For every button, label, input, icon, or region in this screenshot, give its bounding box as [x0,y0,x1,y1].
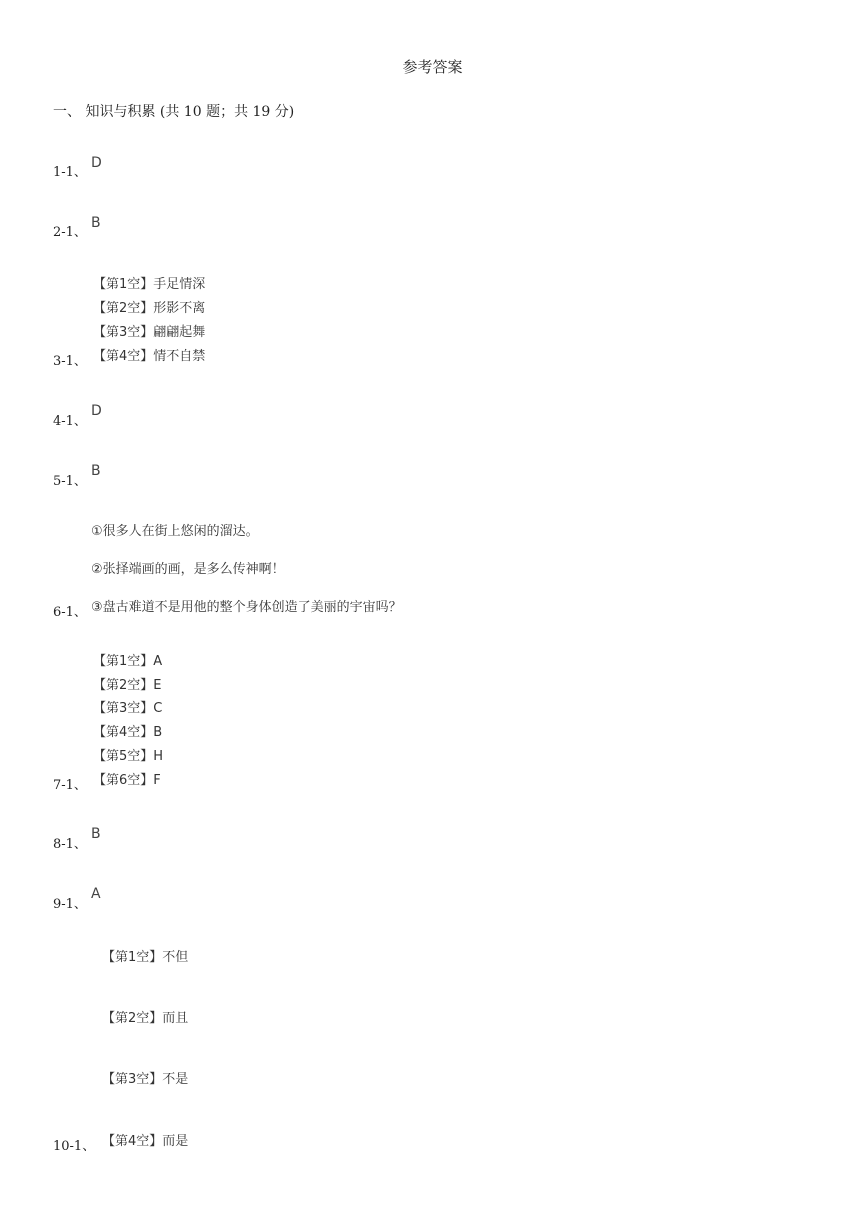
answer-line: 【第6空】F [93,773,161,788]
page-title: 参考答案 [402,58,463,76]
answer: D [91,403,102,419]
answer-line: 【第3空】C [93,701,163,716]
answer-line: ②张择端画的画，是多么传神啊！ [91,562,285,577]
answer-line: 【第4空】情不自禁 [93,349,206,364]
answer-line: 【第4空】B [93,725,163,740]
section-heading: 一、 知识与积累 (共 10 题；共 19 分) [53,104,295,120]
answer: A [91,886,101,902]
answer-line: 【第1空】A [93,654,163,669]
question-number: 1-1、 [53,165,87,180]
question-number: 2-1、 [53,225,87,240]
question-number: 10-1、 [53,1139,96,1154]
answer: B [91,463,101,479]
answer-line: ③盘古难道不是用他的整个身体创造了美丽的宇宙吗？ [91,600,402,615]
question-number: 9-1、 [53,897,87,912]
question-number: 4-1、 [53,414,87,429]
answer-line: ①很多人在街上悠闲的溜达。 [91,524,259,539]
answer-line: 【第1空】手足情深 [93,277,206,292]
question-number: 5-1、 [53,474,87,489]
answer-line: 【第3空】不是 [102,1072,189,1087]
question-number: 7-1、 [53,778,87,793]
question-number: 3-1、 [53,354,87,369]
answer-line: 【第1空】不但 [102,950,189,965]
answer: B [91,215,101,231]
answer-line: 【第2空】形影不离 [93,301,206,316]
answer-line: 【第5空】H [93,749,164,764]
answer: B [91,826,101,842]
answer-line: 【第2空】E [93,678,162,693]
answer-line: 【第3空】翩翩起舞 [93,325,206,340]
answer-line: 【第4空】而是 [102,1134,189,1149]
question-number: 8-1、 [53,837,87,852]
question-number: 6-1、 [53,605,87,620]
answer: D [91,155,102,171]
answer-line: 【第2空】而且 [102,1011,189,1026]
